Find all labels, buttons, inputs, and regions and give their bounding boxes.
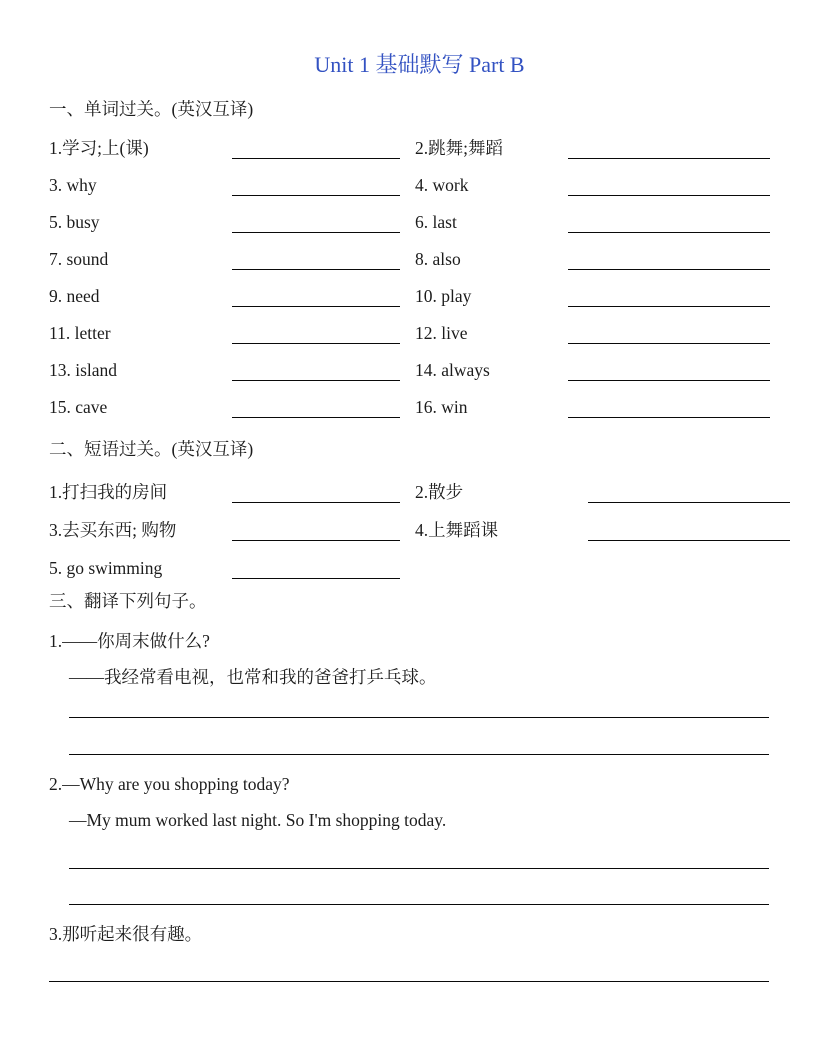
word-label: 5. busy xyxy=(49,212,100,232)
answer-blank xyxy=(568,292,770,307)
word-label: 1.学习;上(课) xyxy=(49,138,149,158)
word-label: 11. letter xyxy=(49,323,111,343)
phrase-label: 5. go swimming xyxy=(49,558,163,578)
sentence-question-2: 2.—Why are you shopping today? xyxy=(49,774,290,794)
sentence-question-1: 1.——你周末做什么? xyxy=(49,631,210,651)
sentence-answer-1: ——我经常看电视，也常和我的爸爸打乒乓球。 xyxy=(69,667,437,687)
section-phrases-heading: 二、短语过关。(英汉互译) xyxy=(49,439,254,459)
word-label: 9. need xyxy=(49,286,100,306)
section-words-rows xyxy=(49,122,790,418)
section-sentences-heading: 三、翻译下列句子。 xyxy=(49,591,207,611)
answer-blank xyxy=(568,366,770,381)
answer-blank xyxy=(232,218,400,233)
word-label: 8. also xyxy=(415,249,461,269)
answer-blank xyxy=(588,488,790,503)
answer-blank xyxy=(232,403,400,418)
word-row xyxy=(49,159,790,196)
word-label: 4. work xyxy=(415,175,469,195)
answer-blank xyxy=(568,218,770,233)
answer-blank xyxy=(588,526,790,541)
section-phrases-rows xyxy=(49,465,790,579)
phrase-row xyxy=(49,503,790,541)
answer-blank xyxy=(232,366,400,381)
word-label: 10. play xyxy=(415,286,472,306)
phrase-row xyxy=(49,541,790,579)
phrase-label: 2.散步 xyxy=(415,482,464,502)
sentence-answer-2: —My mum worked last night. So I'm shopping today. xyxy=(69,810,447,830)
answer-line xyxy=(69,754,769,755)
phrase-row xyxy=(49,465,790,503)
answer-blank xyxy=(232,144,400,159)
answer-blank xyxy=(568,181,770,196)
sentence-question-3: 3.那听起来很有趣。 xyxy=(49,924,203,944)
word-row xyxy=(49,307,790,344)
answer-blank xyxy=(232,564,400,579)
phrase-label: 1.打扫我的房间 xyxy=(49,482,168,502)
answer-blank xyxy=(568,329,770,344)
word-label: 7. sound xyxy=(49,249,109,269)
answer-blank xyxy=(232,526,400,541)
answer-blank xyxy=(568,255,770,270)
word-label: 14. always xyxy=(415,360,490,380)
word-label: 16. win xyxy=(415,397,468,417)
word-label: 12. live xyxy=(415,323,468,343)
answer-blank xyxy=(232,292,400,307)
answer-line xyxy=(69,717,769,718)
word-label: 15. cave xyxy=(49,397,108,417)
word-label: 13. island xyxy=(49,360,118,380)
section-words-heading: 一、单词过关。(英汉互译) xyxy=(49,99,254,119)
answer-line xyxy=(49,981,769,982)
page-title: Unit 1 基础默写 Part B xyxy=(314,52,525,77)
answer-line xyxy=(69,868,769,869)
answer-blank xyxy=(232,329,400,344)
answer-blank xyxy=(232,255,400,270)
answer-blank xyxy=(232,488,400,503)
word-row xyxy=(49,381,790,418)
word-label: 3. why xyxy=(49,175,97,195)
phrase-label: 3.去买东西; 购物 xyxy=(49,520,177,540)
word-label: 2.跳舞;舞蹈 xyxy=(415,138,503,158)
answer-line xyxy=(69,904,769,905)
answer-blank xyxy=(568,403,770,418)
phrase-label: 4.上舞蹈课 xyxy=(415,520,499,540)
answer-blank xyxy=(568,144,770,159)
word-row xyxy=(49,270,790,307)
word-label: 6. last xyxy=(415,212,457,232)
word-row xyxy=(49,122,790,159)
word-row xyxy=(49,233,790,270)
word-row xyxy=(49,196,790,233)
answer-blank xyxy=(232,181,400,196)
word-row xyxy=(49,344,790,381)
